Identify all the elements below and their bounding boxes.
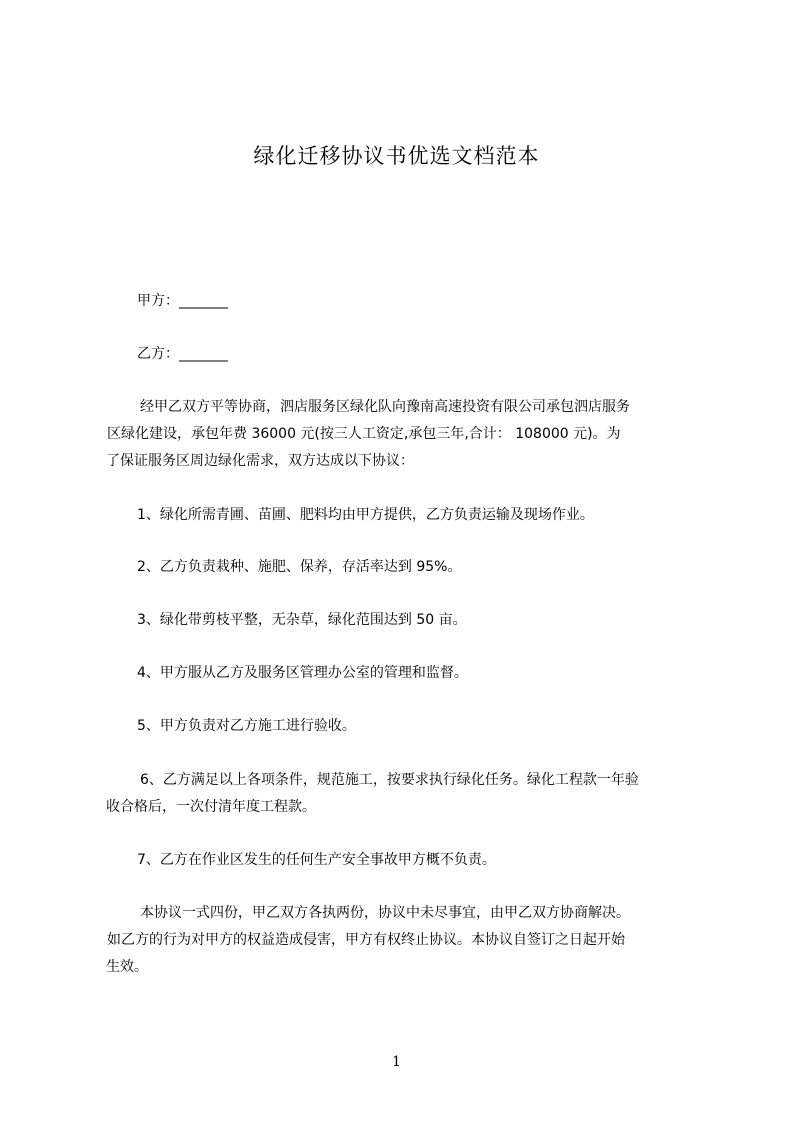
closing-line-1: 本协议一式四份，甲乙双方各执两份，协议中未尽事宜，由甲乙双方协商解决。 <box>140 905 630 921</box>
clause-6-line-2: 收合格后，一次付清年度工程款。 <box>106 799 316 815</box>
intro-line-2: 区绿化建设，承包年费 36000 元(按三人工资定,承包三年,合计： 108000 元)。为 <box>107 426 621 442</box>
closing-line-2: 如乙方的行为对甲方的权益造成侵害，甲方有权终止协议。本协议自签订之日起开始 <box>107 932 625 948</box>
clause-5: 5、甲方负责对乙方施工进行验收。 <box>137 718 356 734</box>
closing-line-3: 生效。 <box>106 959 148 975</box>
clause-3: 3、绿化带剪枝平整，无杂草，绿化范围达到 50 亩。 <box>137 612 467 628</box>
clause-6-line-1: 6、乙方满足以上各项条件，规范施工，按要求执行绿化任务。绿化工程款一年验 <box>140 772 639 788</box>
clause-7: 7、乙方在作业区发生的任何生产安全事故甲方概不负责。 <box>137 852 496 868</box>
page-number: 1 <box>392 1054 401 1070</box>
clause-4: 4、甲方服从乙方及服务区管理办公室的管理和监督。 <box>137 665 468 681</box>
clause-1: 1、绿化所需青圃、苗圃、肥料均由甲方提供，乙方负责运输及现场作业。 <box>137 507 594 523</box>
intro-line-1: 经甲乙双方平等协商，泗店服务区绿化队向豫南高速投资有限公司承包泗店服务 <box>140 399 630 415</box>
document-title: 绿化迁移协议书优选文档范本 <box>253 144 540 168</box>
party-b-line: 乙方：_______ <box>137 346 228 362</box>
party-a-line: 甲方：_______ <box>137 293 228 309</box>
intro-line-3: 了保证服务区周边绿化需求，双方达成以下协议： <box>106 453 414 469</box>
clause-2: 2、乙方负责栽种、施肥、保养，存活率达到 95%。 <box>137 559 462 575</box>
